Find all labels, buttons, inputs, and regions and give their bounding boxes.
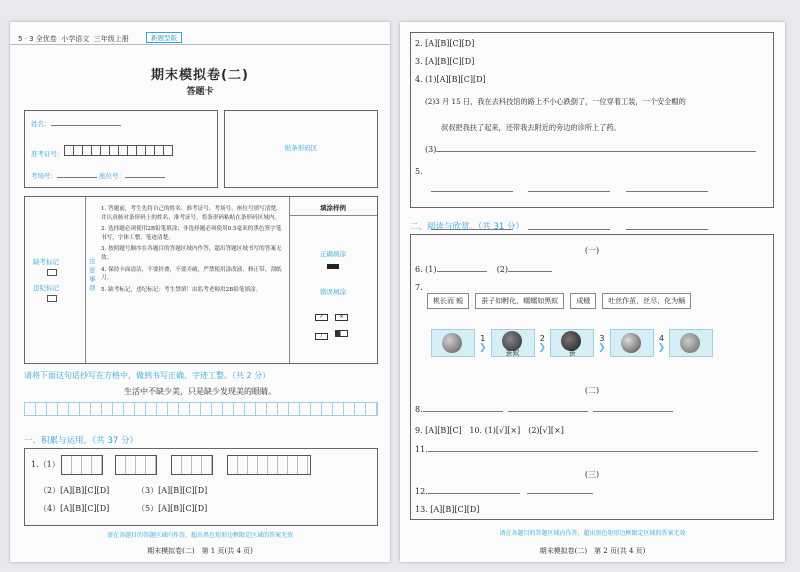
q12: 12. [415,487,593,496]
answer-sheet-page-1 [10,22,390,562]
step-image-1 [431,329,475,357]
header-divider [10,44,390,45]
copy-writing-grid[interactable] [24,402,378,416]
q1-pinyin-box-2[interactable] [115,455,157,475]
q6: 6. (1) (2) [415,265,552,274]
q11: 11. [415,445,758,454]
q13-options[interactable]: 13. [A][B][C][D] [415,505,480,514]
q1-3-options[interactable]: （3）[A][B][C][D] [137,486,208,495]
wrong-fill-samples: ✓ ✕ / [315,303,348,341]
page-2-number: 期末模拟卷(二) 第 2 页(共 4 页) [539,547,646,555]
seat-field[interactable] [125,177,165,178]
word-box-4: 吐丝作茧，丝尽，化为蛹 [602,293,691,309]
notice-list: 1. 答题前，考生先将自己的姓名、准考证号、考场号、座位号填写清楚，并认真核对条形码上的姓名、准考证号，将条形码粘贴在条形码区域内。 2. 选择题必须使用2B铅笔填涂；非选择题必须使用0.5毫米的黑色签字笔书写，字体工整、笔迹清楚。 3. 按照题号顺序在各题目的答题区域内作答，超出答题区域书写的答案无效。 4. 保持卡面清洁，不要折叠，不要弄破，严禁使用涂改液、修正带、刮纸刀。 5. 缺考标记，违纪标记：考生禁填！由监考老师用2B铅笔填涂。 [101,206,282,293]
q4-2-answer-line2: 叔叔把我扶了起来，还带我去附近的旁边的诊所上了药。 [441,123,621,132]
absent-mark-box[interactable] [47,269,57,276]
page-title: 期末模拟卷(二) [151,68,249,83]
ticket-number-grid[interactable] [64,150,172,158]
violation-mark-box[interactable] [47,295,57,302]
part-2-heading: (二) [584,386,600,395]
page-2-footnote: 请在各题目的答题区域内作答，超出黑色矩形边框限定区域的答案无效 [499,530,686,537]
q1-2-options[interactable]: （2）[A][B][C][D] [39,486,110,495]
arrow-icon: ❯ [657,342,666,353]
arrow-icon: ❯ [479,342,487,353]
word-box-1: 桃长而 蜕 [427,293,469,309]
word-box-2: 蚕子如孵化，蠕蠕如黑蚁 [475,293,564,309]
section-2-title: 二、阅读与欣赏。（共 31 分） [410,222,524,232]
step-image-2 [491,329,535,357]
violation-mark-label: 违纪标记 [33,284,59,292]
sample-title: 填涂样例 [320,204,346,212]
page-subtitle: 答题卡 [186,87,214,97]
section-1-answer-box [24,448,378,526]
q1-label: 1.（1） [31,460,60,469]
answer-sheet-page-2 [400,22,785,562]
q1-pinyin-box-1[interactable] [61,455,103,475]
q4-3: (3) [425,145,756,154]
copy-sentence: 生活中不缺少美，只是缺少发现美的眼睛。 [124,387,276,396]
step-image-3 [550,329,594,357]
correct-fill-label: 正确填涂 [320,250,346,258]
notice-area [24,196,378,364]
header-brand: 5 · 3 全优卷 小学语文 三年级上册 [18,35,129,43]
seat-label: 座位号： [99,172,126,180]
step-number-4: 4 [658,333,664,343]
part-3-heading: (三) [584,470,600,479]
q1-pinyin-box-3[interactable] [171,455,213,475]
barcode-area: 贴条形码区 [224,110,378,188]
section-1-continued-box [410,32,774,208]
q4-1-options[interactable]: 4. (1)[A][B][C][D] [415,75,486,84]
q9-q10[interactable]: 9. [A][B][C] 10. (1)[√][×] (2)[√][×] [415,426,564,435]
q4-2-answer: (2)3 月 15 日，我在去科技馆的路上不小心跌倒了，一位穿着工装，一个安全帽的 [425,97,686,106]
q1-4-options[interactable]: （4）[A][B][C][D] [39,504,110,513]
step-image-5 [669,329,713,357]
correct-fill-sample [327,264,339,269]
q3-options[interactable]: 3. [A][B][C][D] [415,57,475,66]
q1-pinyin-box-4[interactable] [227,455,311,475]
ticket-label: 准考证号： [31,150,64,158]
word-box-3: 成蛾 [570,293,596,309]
notice-label: 注意事项 [89,257,96,292]
q8: 8. [415,405,673,414]
room-label: 考场号： [31,172,57,180]
copy-instruction: 请将下面这句话抄写在方格中，做到书写正确、字迹工整。（共 2 分） [24,371,271,380]
q7-sequence [431,329,713,357]
wrong-fill-label: 错误填涂 [320,288,346,296]
new-edition-badge: 新题型版 [146,32,182,43]
section-1-title: 一、积累与运用。（共 37 分） [24,436,138,446]
q1-5-options[interactable]: （5）[A][B][C][D] [137,504,208,513]
page-1-footnote: 请在各题目的答题区域内作答，超出黑色矩形边框限定区域的答案无效 [106,532,293,539]
q2-options[interactable]: 2. [A][B][C][D] [415,39,475,48]
q7-label: 7. [415,283,423,292]
step-image-4 [610,329,654,357]
step-number-1: 1 [480,333,486,343]
name-field[interactable] [51,125,121,126]
arrow-icon: ❯ [538,342,547,353]
page-1-number: 期末模拟卷(二) 第 1 页(共 4 页) [147,547,253,555]
step-number-2: 2 [539,333,545,343]
arrow-icon: ❯ [598,342,606,353]
q7-word-boxes [427,293,691,309]
part-1-heading: (一) [584,246,600,255]
section-2-answer-box [410,234,774,520]
q5-label: 5. [415,167,423,176]
step-number-3: 3 [599,333,605,343]
room-field[interactable] [57,177,97,178]
student-info-box [24,110,218,188]
step-2-label: 蚕蚁 [505,349,520,357]
name-label: 姓名： [31,120,51,128]
absent-mark-label: 缺考标记 [33,258,59,266]
step-3-label: 蚕 [568,349,576,357]
